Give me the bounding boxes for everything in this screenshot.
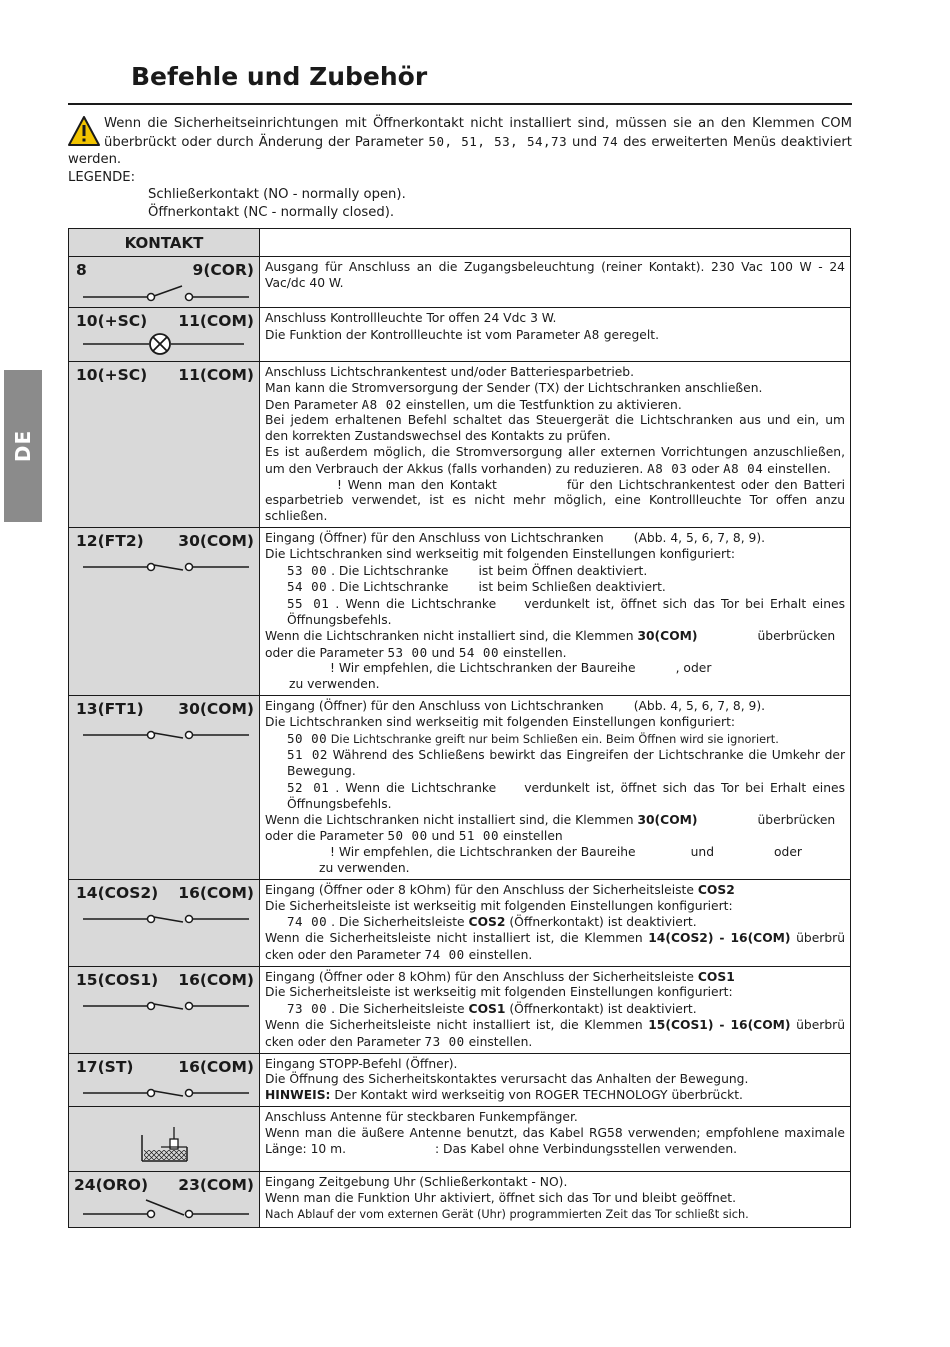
terminal-right: 11(COM) bbox=[178, 312, 254, 330]
terminal-right: 30(COM) bbox=[178, 699, 254, 718]
desc-line: Wenn man die Funktion Uhr aktiviert, öffnet sich das Tor und bleibt geöffnet. bbox=[265, 1190, 737, 1205]
description-cell bbox=[260, 879, 851, 966]
lamp-icon bbox=[79, 333, 249, 355]
desc-line: Anschluss Kontrollleuchte Tor offen 24 Vdc 3 W. bbox=[265, 311, 557, 325]
language-tab bbox=[4, 370, 42, 522]
table-row bbox=[69, 1107, 851, 1172]
contact-cell bbox=[69, 308, 260, 362]
description-cell bbox=[260, 527, 851, 695]
contact-cell bbox=[69, 879, 260, 966]
desc-line: Anschluss Lichtschrankentest und/oder Batteriesparbetrieb. bbox=[265, 365, 635, 379]
desc-line: : Das Kabel ohne Verbindungsstellen verwenden. bbox=[435, 1141, 738, 1156]
desc-line: Wenn die Lichtschranken nicht installiert sind, die Klemmen 30(COM) überbrücken bbox=[265, 628, 836, 643]
nc-contact-icon bbox=[79, 1081, 249, 1103]
desc-line: Den Parameter A8 02 einstellen, um die Testfunktion zu aktivieren. bbox=[265, 396, 682, 412]
terminal-left: 17(ST) bbox=[76, 1057, 134, 1076]
desc-line: Die Öffnung des Sicherheitskontaktes verursacht das Anhalten der Bewegung. bbox=[265, 1072, 749, 1087]
terminal-left: 15(COS1) bbox=[76, 970, 159, 989]
intro-block bbox=[68, 115, 852, 221]
table-row bbox=[69, 966, 851, 1053]
desc-line: HINWEIS: Der Kontakt wird werkseitig von ROGER TECHNOLOGY überbrückt. bbox=[265, 1088, 743, 1103]
terminal-left: 10(+SC) bbox=[76, 366, 148, 384]
desc-line: Wenn die Sicherheitsleiste nicht installiert ist, die Klemmen 15(COS1) - 16(COM) überbrü cken oder den Parameter 73 00 einstellen. bbox=[265, 1018, 845, 1049]
warning-param-last: 74 bbox=[602, 133, 619, 149]
terminal-right: 30(COM) bbox=[178, 531, 254, 550]
nc-contact-icon bbox=[79, 907, 249, 929]
description-cell bbox=[260, 1172, 851, 1228]
table-row bbox=[69, 362, 851, 528]
desc-line: Die Sicherheitsleiste ist werkseitig mit folgenden Einstellungen konfiguriert: bbox=[265, 898, 733, 913]
contacts-table bbox=[68, 228, 851, 1228]
warning-param-codes: 50, 51, 53, 54,73 bbox=[428, 133, 568, 149]
table-row bbox=[69, 695, 851, 879]
nc-contact-icon bbox=[79, 723, 249, 745]
desc-line: Die Lichtschranken sind werkseitig mit folgenden Einstellungen konfiguriert: bbox=[265, 714, 736, 729]
desc-line: Eingang Zeitgebung Uhr (Schließerkontakt - NO). bbox=[265, 1175, 568, 1190]
terminal-right: 16(COM) bbox=[178, 970, 254, 989]
warning-paragraph bbox=[68, 115, 852, 169]
desc-line: Eingang STOPP-Befehl (Öffner). bbox=[265, 1056, 458, 1071]
table-row bbox=[69, 1172, 851, 1228]
desc-line: Anschluss Antenne für steckbaren Funkempfänger. bbox=[265, 1110, 578, 1125]
desc-line: Wenn die Sicherheitsleiste nicht installiert ist, die Klemmen 14(COS2) - 16(COM) überbrü cken oder den Parameter 74 00 einstellen. bbox=[265, 931, 845, 962]
desc-line: ! Wir empfehlen, die Lichtschranken der Baureihe und oder bbox=[330, 845, 802, 860]
description-cell bbox=[260, 966, 851, 1053]
desc-line: ! Wenn man den Kontakt für den Lichtschrankentest oder den Batteri esparbetrieb verwendet, ist es nicht mehr möglich, eine Kontrollleuchte Tor offen anzu schließen. bbox=[265, 477, 845, 524]
contact-cell bbox=[69, 527, 260, 695]
contact-cell bbox=[69, 1107, 260, 1172]
contact-cell bbox=[69, 695, 260, 879]
desc-line: Eingang (Öffner) für den Anschluss von Lichtschranken (Abb. 4, 5, 6, 7, 8, 9). bbox=[265, 530, 766, 545]
nc-contact-icon bbox=[79, 555, 249, 577]
contact-cell bbox=[69, 257, 260, 308]
terminal-left: 14(COS2) bbox=[76, 883, 159, 902]
desc-line: 74 00 . Die Sicherheitsleiste COS2 (Öffnerkontakt) ist deaktiviert. bbox=[287, 914, 697, 930]
desc-line: 51 02 Während des Schließens bewirkt das Eingreifen der Lichtschranke die Umkehr der Bewegung. bbox=[287, 747, 845, 779]
warning-text-2: des erweiterten Menüs deaktiviert werden. bbox=[68, 134, 852, 167]
antenna-connector-icon bbox=[139, 1125, 191, 1165]
desc-line: 55 01 . Wenn die Lichtschranke verdunkelt ist, öffnet sich das Tor bei Erhalt eines Öffnungsbefehls. bbox=[287, 596, 845, 627]
desc-line: Die Lichtschranken sind werkseitig mit folgenden Einstellungen konfiguriert: bbox=[265, 546, 736, 561]
terminal-left: 13(FT1) bbox=[76, 699, 144, 718]
terminal-left: 24(ORO) bbox=[74, 1176, 149, 1195]
warning-triangle-icon bbox=[68, 116, 100, 146]
table-row bbox=[69, 257, 851, 308]
legend-label: LEGENDE: bbox=[68, 169, 136, 185]
table-row bbox=[69, 527, 851, 695]
desc-line: Eingang (Öffner oder 8 kOhm) für den Anschluss der Sicherheitsleiste COS2 bbox=[265, 882, 735, 897]
terminal-right: 23(COM) bbox=[178, 1176, 254, 1195]
desc-line: Eingang (Öffner oder 8 kOhm) für den Anschluss der Sicherheitsleiste COS1 bbox=[265, 969, 735, 984]
desc-line: Nach Ablauf der vom externen Gerät (Uhr) programmierten Zeit das Tor schließt sich. bbox=[265, 1207, 749, 1221]
legend-nc: Öffnerkontakt (NC - normally closed). bbox=[148, 204, 395, 220]
desc-line: Man kann die Stromversorgung der Sender (TX) der Lichtschranken anschließen. bbox=[265, 380, 763, 395]
no-contact-icon bbox=[79, 1199, 249, 1221]
terminal-right: 9(COR) bbox=[192, 261, 254, 279]
description-cell bbox=[260, 362, 851, 528]
contact-cell bbox=[69, 1172, 260, 1228]
header-description bbox=[260, 229, 851, 257]
desc-line: ! Wir empfehlen, die Lichtschranken der Baureihe , oder bbox=[330, 661, 712, 676]
desc-line: Eingang (Öffner) für den Anschluss von Lichtschranken (Abb. 4, 5, 6, 7, 8, 9). bbox=[265, 698, 766, 713]
desc-line: 53 00 . Die Lichtschranke ist beim Öffnen deaktiviert. bbox=[287, 562, 648, 578]
nc-contact-icon bbox=[79, 994, 249, 1016]
terminal-left: 12(FT2) bbox=[76, 531, 144, 550]
header-contact: KONTAKT bbox=[69, 229, 260, 257]
contact-cell bbox=[69, 1053, 260, 1106]
desc-line: 52 01 . Wenn die Lichtschranke verdunkelt ist, öffnet sich das Tor bei Erhalt eines Öffnungsbefehls. bbox=[287, 779, 845, 811]
desc-line: 50 00 Die Lichtschranke greift nur beim Schließen ein. Beim Öffnen wird sie ignoriert. bbox=[287, 730, 779, 746]
terminal-right: 11(COM) bbox=[178, 366, 254, 384]
desc-line: Wenn die Lichtschranken nicht installiert sind, die Klemmen 30(COM) überbrücken bbox=[265, 812, 836, 827]
terminal-left: 10(+SC) bbox=[76, 312, 148, 330]
terminal-left: 8 bbox=[76, 261, 87, 279]
description-cell bbox=[260, 1053, 851, 1106]
desc-line: zu verwenden. bbox=[319, 860, 410, 875]
desc-line: oder die Parameter 50 00 und 51 00 einstellen bbox=[265, 828, 563, 844]
desc-line: zu verwenden. bbox=[289, 677, 380, 692]
legend-no: Schließerkontakt (NO - normally open). bbox=[148, 187, 406, 202]
language-tab-label: DE bbox=[11, 429, 35, 463]
contact-cell bbox=[69, 966, 260, 1053]
desc-line: oder die Parameter 53 00 und 54 00 einstellen. bbox=[265, 644, 567, 660]
no-contact-icon bbox=[79, 284, 249, 306]
table-row bbox=[69, 308, 851, 362]
desc-line: Die Funktion der Kontrollleuchte ist vom Parameter A8 geregelt. bbox=[265, 326, 659, 342]
desc-line: Ausgang für Anschluss an die Zugangsbeleuchtung (reiner Kontakt). 230 Vac 100 W - 24 Vac/dc 40 W. bbox=[265, 260, 845, 290]
desc-line: Es ist außerdem möglich, die Stromversorgung aller externen Vorrichtungen anzuschließen, um den Verbrauch der Akkus (falls vorhanden) zu reduzieren. A8 03 oder A8 04 einstellen. bbox=[265, 444, 845, 476]
description-cell bbox=[260, 308, 851, 362]
desc-line: Bei jedem erhaltenen Befehl schaltet das Steuergerät die Lichtschranken aus und ein, um den korrekten Zustandswechsel des Kontakts zu prüfen. bbox=[265, 413, 845, 444]
description-cell bbox=[260, 695, 851, 879]
terminal-right: 16(COM) bbox=[178, 1057, 254, 1076]
description-cell bbox=[260, 257, 851, 308]
terminal-right: 16(COM) bbox=[178, 883, 254, 902]
page-title: Befehle und Zubehör bbox=[131, 62, 428, 91]
contact-cell bbox=[69, 362, 260, 528]
desc-line: Die Sicherheitsleiste ist werkseitig mit folgenden Einstellungen konfiguriert: bbox=[265, 985, 733, 1000]
table-row bbox=[69, 1053, 851, 1106]
description-cell bbox=[260, 1107, 851, 1172]
title-divider bbox=[68, 103, 852, 105]
warning-and: und bbox=[572, 134, 598, 150]
desc-line: Wenn man die äußere Antenne benutzt, das Kabel RG58 verwenden; empfohlene maximale Länge: 10 m. bbox=[265, 1125, 845, 1156]
desc-line: 73 00 . Die Sicherheitsleiste COS1 (Öffnerkontakt) ist deaktiviert. bbox=[287, 1001, 697, 1017]
warning-text-1: Wenn die Sicherheitseinrichtungen mit Öffnerkontakt nicht installiert sind, müssen sie an den Klemmen COM überbrückt oder durch Änderung der Parameter bbox=[104, 116, 852, 150]
table-row bbox=[69, 879, 851, 966]
desc-line: 54 00 . Die Lichtschranke ist beim Schließen deaktiviert. bbox=[287, 579, 666, 595]
